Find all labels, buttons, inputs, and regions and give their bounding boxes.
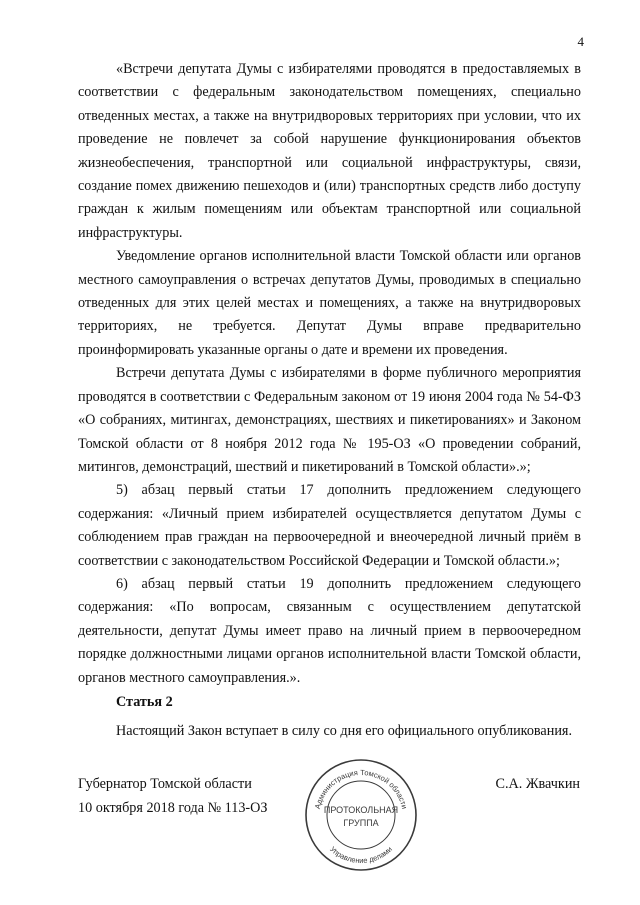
official-stamp-icon [303,757,419,873]
page-number: 4 [577,34,584,49]
law-date: 10 октября 2018 года № 113-ОЗ [78,800,268,816]
stamp-ring-text-top: Администрация Томской области [312,767,410,810]
paragraph: «Встречи депутата Думы с избирателями проводятся в предоставляемых в соответствии с федеральным законодательством помещениях, специально отведенных местах, а также на внутридворовых территориях при условии, что их проведение не повлечет за собой нарушение функционирования объектов жизнеобеспечения, транспортной или социальной инфраструктуры, связи, создание помех движению пешеходов и (или) транспортных средств либо доступу граждан к жилым помещениям или объектам транспортной или социальной инфраструктуры. [78,61,581,241]
body-text [78,58,581,690]
signer-role: Губернатор Томской области [78,776,252,792]
paragraph: Встречи депутата Думы с избирателями в форме публичного мероприятия проводятся в соответствии с Федеральным законом от 19 июня 2004 года № 54-ФЗ «О собраниях, митингах, демонстрациях, шествиях и пикетированиях» и Законом Томской области от 8 ноября 2012 года № 195-ОЗ «О проведении собраний, митингов, демонстраций, шествий и пикетирований в Томской области».»; [78,365,581,475]
article-heading: Статья 2 [116,694,173,710]
paragraph: Уведомление органов исполнительной власти Томской области или органов местного самоуправления о встречах депутатов Думы, проводимых в специально отведенных для этих целей местах и помещениях, а также на внутридворовых территориях, не требуется. Депутат Думы вправе предварительно проинформировать указанные органы о дате и времени их проведения. [78,248,581,358]
paragraph: 5) абзац первый статьи 17 дополнить предложением следующего содержания: «Личный прием избирателей осуществляется депутатом Думы с соблюдением прав граждан на первоочередной и внеочередной личный приём в соответствии с законодательством Российской Федерации и Томской области.»; [78,482,581,569]
stamp-ring-text-bottom: Управление делами [328,844,394,866]
paragraph: 6) абзац первый статьи 19 дополнить предложением следующего содержания: «По вопросам, связанным с осуществлением депутатской деятельности, депутат Думы имеет право на личный прием в первоочередном порядке должностными лицами органов исполнительной власти Томской области, органов местного самоуправления.». [78,575,581,686]
article-text: Настоящий Закон вступает в силу со дня его официального опубликования. [116,723,572,739]
stamp-inner-ring [327,781,395,849]
stamp-center-line-2: ГРУППА [343,818,379,828]
stamp-center-line-1: ПРОТОКОЛЬНАЯ [323,805,399,815]
signer-name: С.А. Жвачкин [495,776,580,792]
